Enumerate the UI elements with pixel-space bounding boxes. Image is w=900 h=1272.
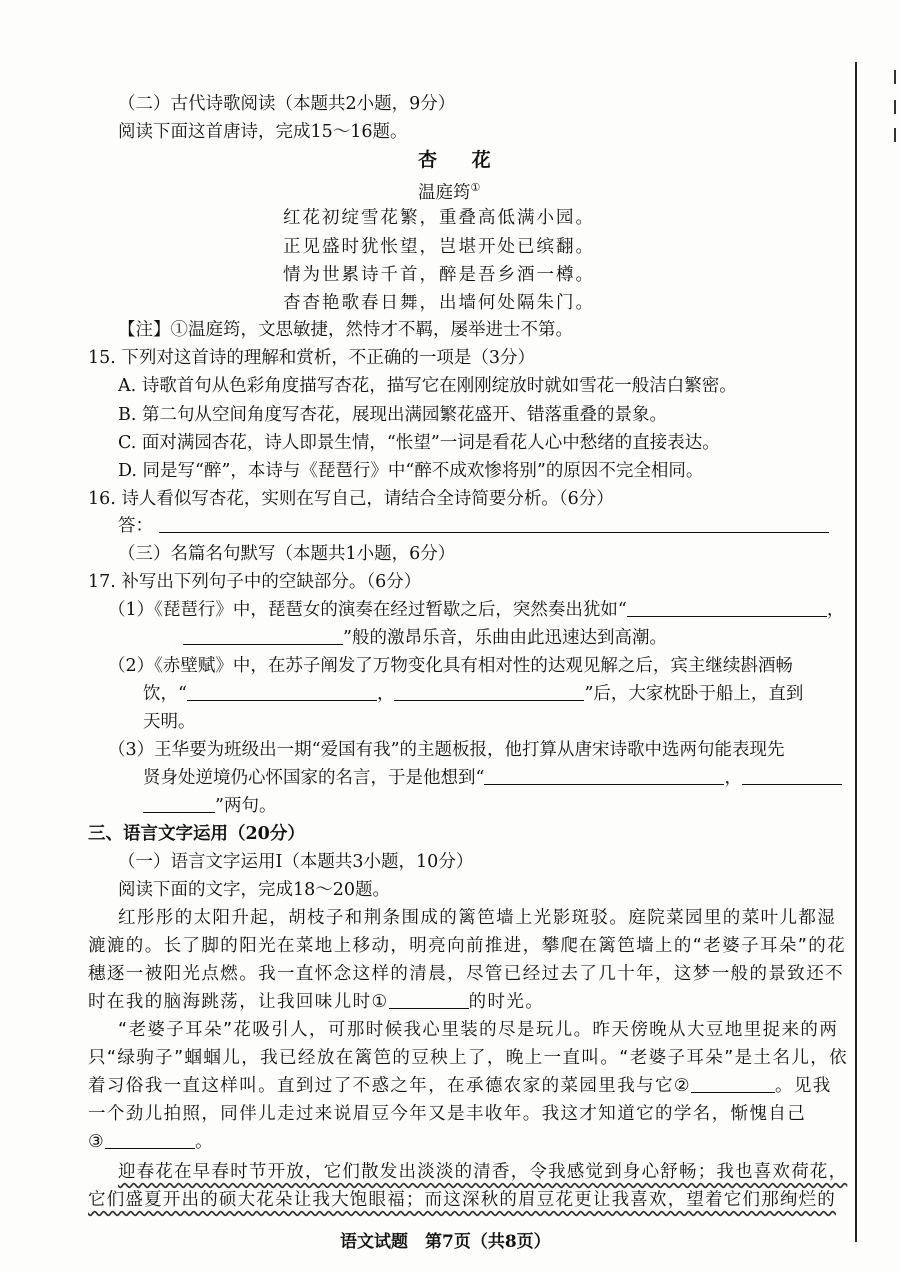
poem-author-note: ① xyxy=(470,181,481,194)
passage-line: 一个劲儿拍照，同伴儿走过来说眉豆今年又是丰收年。我这才知道它的学名，惭愧自己 xyxy=(88,1104,807,1124)
sub-heading: （一）语言文字运用Ⅰ（本题共3小题，10分） xyxy=(118,852,474,872)
poem-title: 杏 花 xyxy=(418,149,505,171)
page-footer: 语文试题 第7页（共8页） xyxy=(340,1232,551,1252)
passage-line: 时在我的脑海跳荡，让我回味儿时① 的时光。 xyxy=(88,992,545,1012)
answer-label: 答： xyxy=(118,516,153,536)
poem-line: 杳杳艳歌春日舞，出墙何处隔朱门。 xyxy=(283,293,595,313)
q17-item-2-cont: 饮，“ ， ”后，大家枕卧于船上，直到 xyxy=(143,684,804,704)
fill-blank[interactable] xyxy=(627,598,827,617)
q17-item-3-end: ”两句。 xyxy=(143,794,276,818)
fill-blank[interactable] xyxy=(742,766,842,785)
poem-author-line xyxy=(418,176,480,205)
passage-instruction: 阅读下面的文字，完成18～20题。 xyxy=(118,880,391,900)
passage-wavy-line: 迎春花在早春时节开放，它们散发出淡淡的清香，令我感觉到身心舒畅；我也喜欢荷花， xyxy=(118,1162,848,1182)
passage-wavy-line: 它们盛夏开出的硕大花朵让我大饱眼福；而这深秋的眉豆花更让我喜欢，望着它们那绚烂的 xyxy=(88,1190,836,1210)
option-b: B. 第二句从空间角度写杏花，展现出满园繁花盛开、错落重叠的景象。 xyxy=(118,405,667,425)
passage-line: “老婆子耳朵”花吸引人，可那时候我心里装的尽是玩儿。昨天傍晚从大豆地里捉来的两 xyxy=(118,1020,839,1040)
edge-mark xyxy=(880,100,896,114)
poem-line: 红花初绽雪花繁，重叠高低满小园。 xyxy=(283,208,595,228)
edge-mark xyxy=(880,70,896,84)
part-heading: 三、语言文字运用（20分） xyxy=(88,824,305,844)
section-heading: （三）名篇名句默写（本题共1小题，6分） xyxy=(118,544,456,564)
option-d: D. 同是写“醉”，本诗与《琵琶行》中“醉不成欢惨将别”的原因不完全相同。 xyxy=(118,461,704,481)
fill-blank[interactable] xyxy=(183,626,343,645)
q17-item-2: （2）《赤壁赋》中，在苏子阐发了万物变化具有相对性的达观见解之后，宾主继续斟酒畅 xyxy=(108,656,793,676)
passage-line: 漉漉的。长了脚的阳光在菜地上移动，明亮向前推进，攀爬在篱笆墙上的“老婆子耳朵”的花 xyxy=(88,936,847,956)
q17-item-1: （1）《琵琶行》中，琵琶女的演奏在经过暂歇之后，突然奏出犹如“ ， xyxy=(108,600,845,620)
fill-blank[interactable] xyxy=(187,682,377,701)
fill-blank[interactable] xyxy=(105,1130,195,1149)
answer-line xyxy=(118,514,829,538)
passage-line: 只“绿驹子”蝈蝈儿，我已经放在篱笆的豆秧上了，晚上一直叫。“老婆子耳朵”是土名儿，依 xyxy=(88,1048,849,1068)
poem-line: 情为世累诗千首，醉是吾乡酒一樽。 xyxy=(283,265,595,285)
answer-blank[interactable] xyxy=(159,514,829,533)
poem-note: 【注】①温庭筠，文思敏捷，然恃才不羁，屡举进士不第。 xyxy=(118,320,573,340)
section-heading: （二）古代诗歌阅读（本题共2小题，9分） xyxy=(118,94,456,114)
fill-blank[interactable] xyxy=(389,990,469,1009)
page-edge-line xyxy=(855,62,857,1242)
fill-blank[interactable] xyxy=(484,766,724,785)
passage-line: 着习俗我一直这样叫。直到过了不惑之年，在承德农家的菜园里我与它② 。见我 xyxy=(88,1076,832,1096)
q17-item-3-cont: 贤身处逆境仍心怀国家的名言，于是他想到“ ， xyxy=(143,766,842,790)
passage-line: 穗逐一被阳光点燃。我一直怀念这样的清晨，尽管已经过去了几十年，这梦一般的景致还不 xyxy=(88,964,844,984)
question-17-stem: 17. 补写出下列句子中的空缺部分。（6分） xyxy=(88,572,422,592)
poem-line: 正见盛时犹怅望，岂堪开处已缤翻。 xyxy=(283,237,595,257)
option-c: C. 面对满园杏花，诗人即景生情，“怅望”一词是看花人心中愁绪的直接表达。 xyxy=(118,433,720,453)
fill-blank[interactable] xyxy=(394,682,584,701)
question-15-stem: 15. 下列对这首诗的理解和赏析，不正确的一项是（3分） xyxy=(88,348,536,368)
poem-author: 温庭筠 xyxy=(418,182,471,203)
q17-item-2-end: 天明。 xyxy=(143,712,196,732)
option-a: A. 诗歌首句从色彩角度描写杏花，描写它在刚刚绽放时就如雪花一般洁白繁密。 xyxy=(118,376,737,396)
edge-mark xyxy=(880,128,896,142)
section-instruction: 阅读下面这首唐诗，完成15～16题。 xyxy=(118,122,408,142)
q17-item-1-cont: ”般的激昂乐音，乐曲由此迅速达到高潮。 xyxy=(183,626,667,650)
q17-item-3: （3）王华要为班级出一期“爱国有我”的主题板报，他打算从唐宋诗歌中选两句能表现先 xyxy=(108,740,785,760)
fill-blank[interactable] xyxy=(691,1074,775,1093)
passage-line: 红彤彤的太阳升起，胡枝子和荆条围成的篱笆墙上光影斑驳。庭院菜园里的菜叶儿都湿 xyxy=(118,908,837,928)
fill-blank[interactable] xyxy=(143,794,215,813)
question-16-stem: 16. 诗人看似写杏花，实则在写自己，请结合全诗简要分析。（6分） xyxy=(88,489,614,509)
passage-line: ③ 。 xyxy=(88,1132,214,1152)
